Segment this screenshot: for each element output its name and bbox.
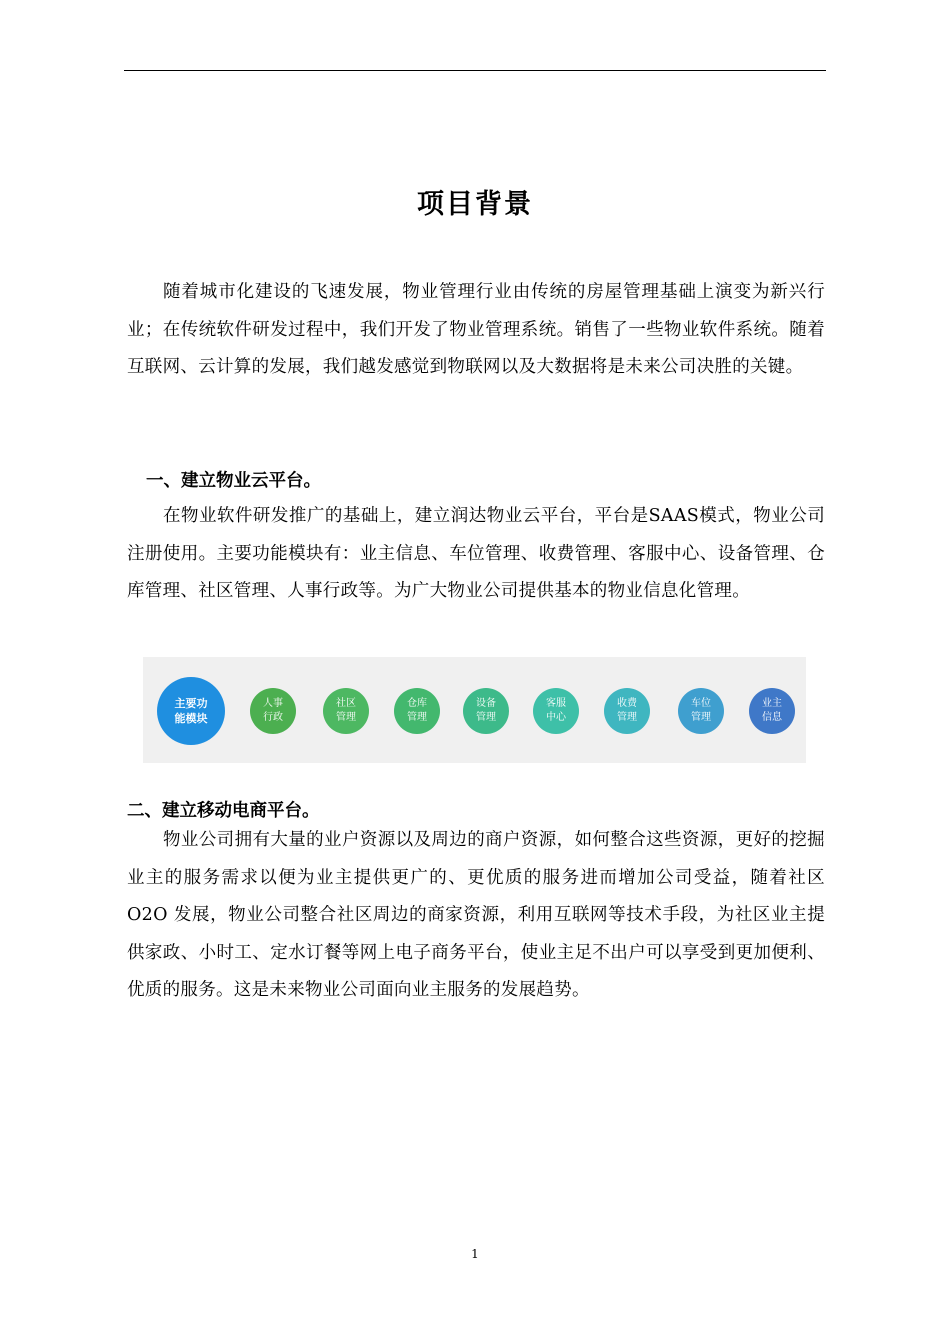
module-item: 客服 中心: [533, 688, 579, 734]
module-item: 车位 管理: [678, 688, 724, 734]
function-modules-graphic: [143, 657, 806, 763]
module-item: 人事 行政: [250, 688, 296, 734]
header-rule: [124, 70, 826, 71]
module-item: 仓库 管理: [394, 688, 440, 734]
page-number: 1: [471, 1247, 479, 1261]
module-item: 业主 信息: [749, 688, 795, 734]
intro-paragraph: 随着城市化建设的飞速发展，物业管理行业由传统的房屋管理基础上演变为新兴行业；在传统软件研发过程中，我们开发了物业管理系统。销售了一些物业软件系统。随着互联网、云计算的发展，我们越发感觉到物联网以及大数据将是未来公司决胜的关键。: [127, 282, 825, 377]
module-main: 主要功 能模块: [157, 677, 225, 745]
module-item: 收费 管理: [604, 688, 650, 734]
section1-heading: 一、建立物业云平台。: [146, 471, 321, 491]
section1-paragraph: 在物业软件研发推广的基础上，建立润达物业云平台，平台是SAAS模式，物业公司注册使用。主要功能模块有：业主信息、车位管理、收费管理、客服中心、设备管理、仓库管理、社区管理、人事行政等。为广大物业公司提供基本的物业信息化管理。: [127, 506, 825, 601]
page-title: 项目背景: [417, 189, 533, 220]
module-item: 设备 管理: [463, 688, 509, 734]
section2-heading: 二、建立移动电商平台。: [127, 801, 320, 821]
module-item: 社区 管理: [323, 688, 369, 734]
section2-paragraph: 物业公司拥有大量的业户资源以及周边的商户资源，如何整合这些资源，更好的挖掘业主的服务需求以便为业主提供更广的、更优质的服务进而增加公司受益，随着社区 O2O 发展，物业公司整合社区周边的商家资源，利用互联网等技术手段，为社区业主提供家政、小时工、定水订餐等网上电子商务平台，使业主足不出户可以享受到更加便利、优质的服务。这是未来物业公司面向业主服务的发展趋势。: [127, 830, 825, 1000]
